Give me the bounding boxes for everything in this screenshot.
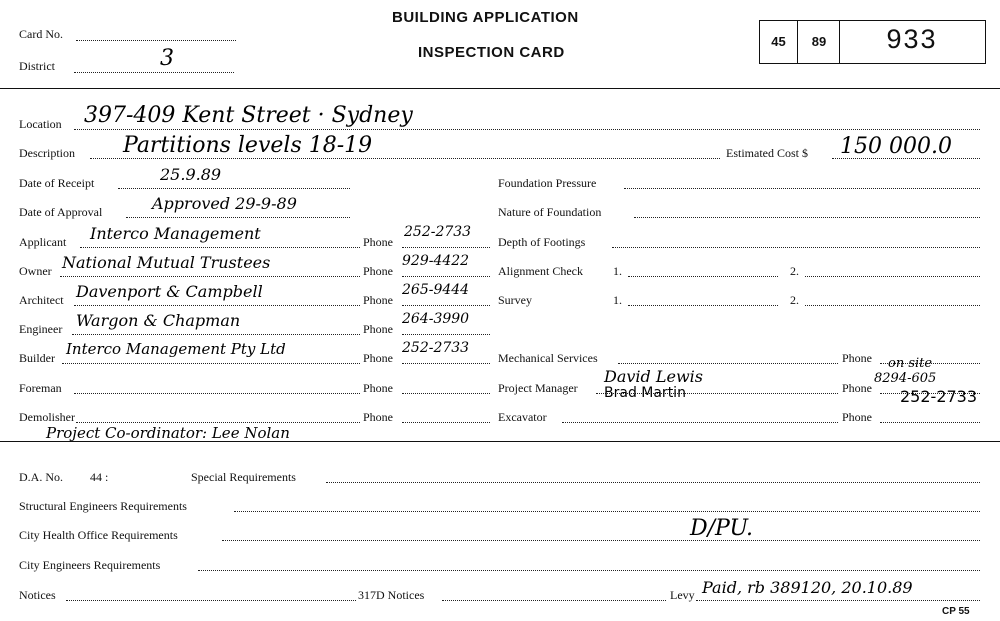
levy-line — [696, 600, 980, 601]
alignment-check-1-line — [628, 276, 778, 277]
architect-phone-value: 265-9444 — [402, 282, 470, 298]
owner-line — [60, 276, 360, 277]
location-line — [74, 129, 980, 130]
structural-engineers-line — [234, 511, 980, 512]
project-manager-value: David Lewis — [604, 367, 703, 386]
foreman-line — [74, 393, 360, 394]
foundation-pressure-label: Foundation Pressure — [498, 176, 597, 190]
city-health-value: D/PU. — [690, 516, 753, 541]
file-number-divider — [797, 20, 798, 64]
builder-label: Builder — [19, 351, 55, 365]
form-title-line1: BUILDING APPLICATION — [392, 9, 579, 26]
description-line — [90, 158, 720, 159]
date-approval-value: Approved 29-9-89 — [152, 194, 297, 213]
city-health-line — [222, 540, 980, 541]
demolisher-line — [76, 422, 360, 423]
card-no-line — [76, 40, 236, 41]
file-number-c: 933 — [886, 24, 938, 54]
excavator-label: Excavator — [498, 410, 547, 424]
levy-value: Paid, rb 389120, 20.10.89 — [702, 578, 913, 597]
da-no-label: D.A. No. — [19, 470, 63, 484]
applicant-line — [80, 247, 360, 248]
project-manager-onsite-note: on site — [888, 356, 933, 371]
demolisher-label: Demolisher — [19, 410, 75, 424]
survey-2-line — [805, 305, 980, 306]
owner-phone-label: Phone — [363, 264, 393, 278]
da-no-value: 44 : — [90, 470, 109, 484]
project-manager-phone-label: Phone — [842, 381, 872, 395]
special-requirements-label: Special Requirements — [191, 470, 296, 484]
form-title-line2: INSPECTION CARD — [418, 44, 565, 61]
card-no-label: Card No. — [19, 27, 63, 41]
owner-phone-line — [402, 276, 490, 277]
mechanical-services-label: Mechanical Services — [498, 351, 598, 365]
survey-label: Survey — [498, 293, 532, 307]
foundation-pressure-line — [624, 188, 980, 189]
architect-phone-label: Phone — [363, 293, 393, 307]
engineer-line — [72, 334, 360, 335]
special-requirements-line — [326, 482, 980, 483]
foreman-label: Foreman — [19, 381, 62, 395]
alignment-check-2-line — [805, 276, 980, 277]
date-receipt-line — [118, 188, 350, 189]
engineer-label: Engineer — [19, 322, 63, 336]
builder-phone-value: 252-2733 — [402, 340, 470, 356]
project-manager-phone-value-2: 252-2733 — [900, 387, 978, 406]
date-receipt-label: Date of Receipt — [19, 176, 95, 190]
foreman-phone-label: Phone — [363, 381, 393, 395]
applicant-phone-label: Phone — [363, 235, 393, 249]
header-rule — [0, 88, 1000, 89]
date-receipt-value: 25.9.89 — [160, 165, 222, 184]
notices-317d-line — [442, 600, 666, 601]
nature-foundation-label: Nature of Foundation — [498, 205, 602, 219]
alignment-check-1: 1. — [613, 264, 622, 278]
project-manager-phone-value: 8294-605 — [874, 371, 937, 386]
project-coordinator-note: Project Co-ordinator: Lee Nolan — [46, 424, 290, 442]
city-engineers-label: City Engineers Requirements — [19, 558, 161, 572]
location-value: 397-409 Kent Street · Sydney — [84, 103, 413, 128]
owner-label: Owner — [19, 264, 52, 278]
architect-value: Davenport & Campbell — [76, 282, 263, 301]
builder-phone-label: Phone — [363, 351, 393, 365]
engineer-phone-line — [402, 334, 490, 335]
demolisher-phone-label: Phone — [363, 410, 393, 424]
date-approval-line — [126, 217, 350, 218]
foreman-phone-line — [402, 393, 490, 394]
city-health-label: City Health Office Requirements — [19, 528, 178, 542]
nature-foundation-line — [634, 217, 980, 218]
survey-2: 2. — [790, 293, 799, 307]
notices-label: Notices — [19, 588, 56, 602]
applicant-phone-line — [402, 247, 490, 248]
description-label: Description — [19, 146, 75, 160]
estimated-cost-value: 150 000.0 — [840, 134, 952, 159]
estimated-cost-label: Estimated Cost $ — [726, 146, 808, 160]
file-number-a: 45 — [771, 34, 786, 49]
architect-line — [74, 305, 360, 306]
structural-engineers-label: Structural Engineers Requirements — [19, 499, 187, 513]
district-label: District — [19, 59, 55, 73]
engineer-phone-value: 264-3990 — [402, 311, 470, 327]
depth-footings-line — [612, 247, 980, 248]
district-value: 3 — [160, 46, 174, 71]
builder-phone-line — [402, 363, 490, 364]
alignment-check-2: 2. — [790, 264, 799, 278]
notices-317d-label: 317D Notices — [358, 588, 425, 602]
demolisher-phone-line — [402, 422, 490, 423]
engineer-phone-label: Phone — [363, 322, 393, 336]
alignment-check-label: Alignment Check — [498, 264, 583, 278]
survey-1-line — [628, 305, 778, 306]
applicant-value: Interco Management — [90, 224, 261, 243]
architect-label: Architect — [19, 293, 64, 307]
project-manager-value-2: Brad Martin — [604, 385, 686, 401]
mechanical-services-line — [618, 363, 838, 364]
builder-value: Interco Management Pty Ltd — [66, 340, 286, 358]
middle-rule — [0, 441, 1000, 442]
levy-label: Levy — [670, 588, 695, 602]
owner-phone-value: 929-4422 — [402, 253, 470, 269]
excavator-phone-line — [880, 422, 980, 423]
builder-line — [62, 363, 360, 364]
depth-footings-label: Depth of Footings — [498, 235, 586, 249]
form-code: CP 55 — [942, 606, 970, 617]
city-engineers-line — [198, 570, 980, 571]
location-label: Location — [19, 117, 62, 131]
file-number-divider — [839, 20, 840, 64]
engineer-value: Wargon & Chapman — [76, 311, 241, 330]
applicant-label: Applicant — [19, 235, 67, 249]
notices-line — [66, 600, 356, 601]
project-manager-label: Project Manager — [498, 381, 578, 395]
excavator-phone-label: Phone — [842, 410, 872, 424]
mechanical-phone-label: Phone — [842, 351, 872, 365]
applicant-phone-value: 252-2733 — [404, 224, 472, 240]
description-value: Partitions levels 18-19 — [123, 133, 373, 158]
district-line — [74, 72, 234, 73]
file-number-b: 89 — [811, 34, 827, 49]
owner-value: National Mutual Trustees — [62, 253, 271, 272]
date-approval-label: Date of Approval — [19, 205, 103, 219]
architect-phone-line — [402, 305, 490, 306]
excavator-line — [562, 422, 838, 423]
survey-1: 1. — [613, 293, 622, 307]
